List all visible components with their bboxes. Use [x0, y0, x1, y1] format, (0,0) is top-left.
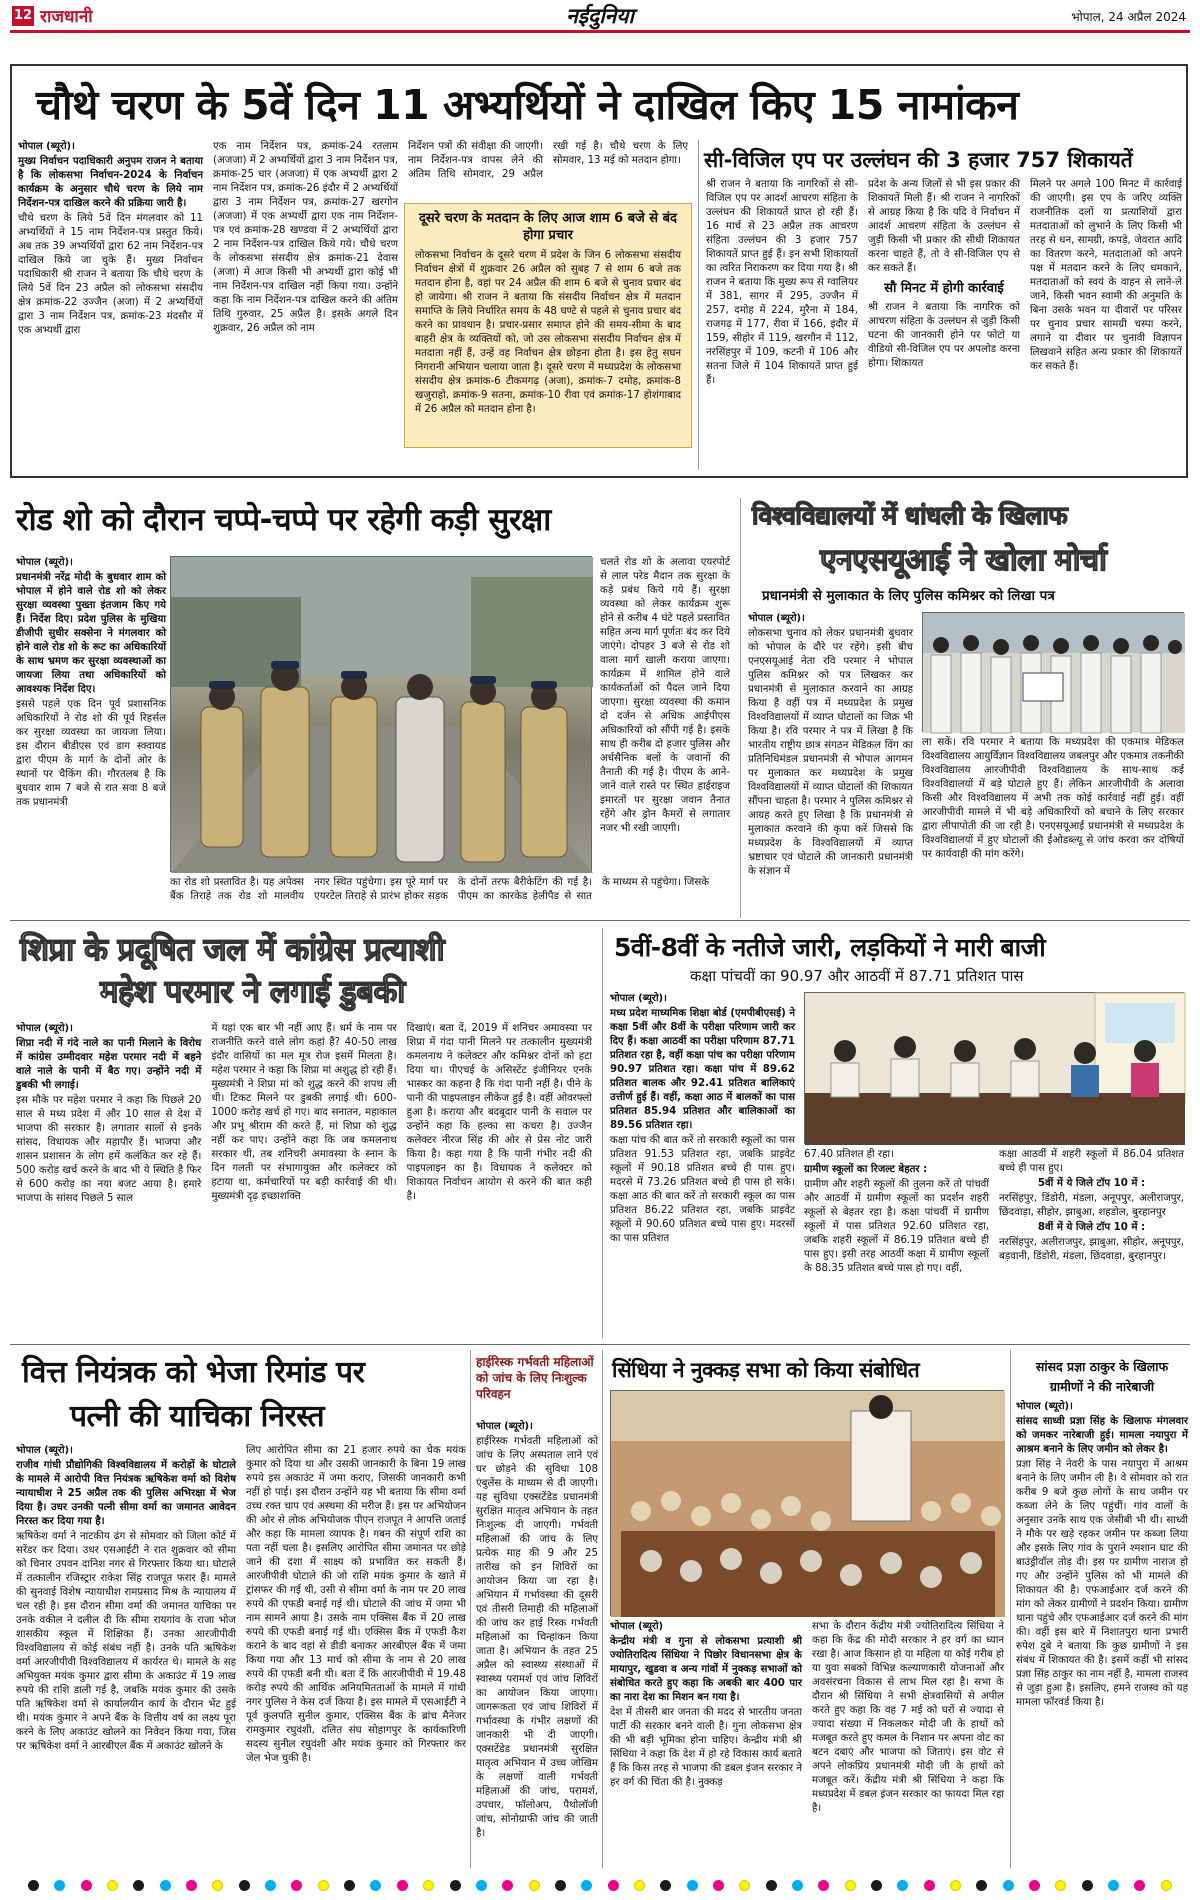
pragya-headline-2: ग्रामीणों ने की नारेबाजी: [1049, 1379, 1155, 1394]
story9-body-2: सभा के दौरान केंद्रीय मंत्री ज्योतिरादित्य सिंधिया ने कहा कि केंद्र की मोदी सरकार ने हर वर्ग का ध्यान रखा है। आज किसान हो या महिला या कोई गरीब हो या युवा सबको विभिन्न कल्याणकारी योजनाओं और अवसंरचना विकास से लाभ मिल रहा है। सभा के दौरान श्री सिंधिया ने सभी क्षेत्रवासियों से अपील करते हुए कहा कि वह 7 मई को घरों से ज्यादा से ज्यादा संख्या में निकलकर मोदी जी के हाथों को मजबूत करते हुए कमल के निशान पर अपना वोट का बटन दबाएं और भाजपा को जिताएं। इस वोट से अपने लोकप्रिय प्रधानमंत्री मोदी जी के हाथों को मजबूत करें। केंद्रीय मंत्री श्री सिंधिया ने कहा कि मध्यप्रदेश में डबल इंजन सरकार का फायदा मिल रहा है।: [812, 1621, 1004, 1814]
story10-column-1: [1016, 1400, 1188, 1868]
story6-body-2: 67.40 प्रतिशत ही रहा।: [804, 1149, 894, 1160]
registration-dot: [608, 1880, 619, 1891]
story6-column-2: [804, 1148, 989, 1338]
top8-title: 8वीं में ये जिले टॉप 10 में :: [1037, 1222, 1146, 1233]
registration-dot: [1055, 1880, 1066, 1891]
story3-body-1: इससे पहले एक दिन पूर्व प्रशासनिक अधिकारियों ने रोड शो की पूर्व रिहर्सल कर सुरक्षा व्यवस्था का जायजा लिया। इस दौरान बीडीएस एवं डाग स्क्वायड द्वारा पीएम के मार्ग के दोनों ओर के स्थानों पर चैकिंग की। गौरतलब है कि बुधवार शाम 7 बजे से रात सवा 8 बजे तक प्रधानमंत्री: [16, 699, 166, 808]
story-nomination-headline: चौथे चरण के 5वें दिन 11 अभ्यर्थियों ने दाखिल किए 15 नामांकन: [36, 81, 1019, 129]
registration-dot: [581, 1880, 592, 1891]
story3-column-1: [16, 556, 166, 916]
story7-body-1: ऋषिकेश वर्मा ने नाटकीय ढंग से सोमवार को जिला कोर्ट में सरेंडर कर दिया। उधर एसआईटी ने रात शुक्रवार को सीमा को चिनार उपवन दानिश नगर से गिरफ्तार किया था। घोटाले में तत्कालीन रजिस्ट्रार राकेश सिंह राजपूत फरार हैं। मामले की सुनवाई विशेष न्यायाधीश रामप्रसाद मिश्र के न्यायालय में चल रही है। इस दौरान सीमा वर्मा की जमानत याचिका पर उनके वकील ने दलील दी कि सीमा रायगांव के राजा भोज शासकीय स्कूल में शिक्षिका हैं। उनका आरजीपीवी विश्वविद्यालय से कोई संबंध नहीं है। उनके पति ऋषिकेश वर्मा आरजीपीवी विश्वविद्यालय में कार्यरत थे। मामले के सह अभियुक्त मयंक कुमार द्वारा सीमा के अकाउंट में 19 लाख रुपये की राशि डाली गई है, जबकि मयंक कुमार की उसके पति ऋषिकेश वर्मा से कार्यालयीन कार्य के दौरान भेंट हुई थी। मयंक कुमार ने अपने बैंक के वित्तीय वर्ष का लक्ष्य पूरा करने के लिए अकाउंट खोलने का निवेदन किया गया, जिस पर ऋषिकेश वर्मा ने आरबीएल बैंक में अकाउंट खोलने के: [16, 1531, 236, 1752]
registration-dot: [107, 1880, 118, 1891]
story1-body-2: एक नाम निर्देशन पत्र, क्रमांक-24 रतलाम (अजजा) में 2 अभ्यर्थियों द्वारा 3 नाम निर्देशन पत्र, क्रमांक-25 धार (अजजा) में एक अभ्यर्थी द्वारा 2 नाम निर्देशन पत्र, क्रमांक-26 इंदौर में 2 अभ्यर्थियों द्वारा 3 नाम निर्देशन पत्र, क्रमांक-27 खरगोन (अजजा) में एक अभ्यर्थी द्वारा एक नाम निर्देशन-पत्र एवं क्रमांक-28 खण्डवा में 2 अभ्यर्थियों द्वारा 2 नाम निर्देशन-पत्र दाखिल किये गये। चौथे चरण के लोकसभा संसदीय क्षेत्र क्रमांक-21 देवास (अजा) में आज किसी भी अभ्यर्थी द्वारा कोई भी नाम निर्देशन-पत्र दाखिल नहीं किया गया। उन्होंने कहा कि नाम निर्देशन-पत्र दाखिल करने की अंतिम तिथि गुरुवार, 25 अप्रैल है। इसके अगले दिन शुक्रवार, 26 अप्रैल को नाम: [213, 141, 398, 334]
shipra-headline-1: शिप्रा के प्रदूषित जल में कांग्रेस प्रत्याशी: [20, 932, 445, 968]
story1-lead: मुख्य निर्वाचन पदाधिकारी अनुपम राजन ने बताया है कि लोकसभा निर्वाचन-2024 के निर्वाचन कार्यक्रम के अनुसार चौथे चरण के लिये नाम निर्देशन-पत्र दाखिल करने की प्रक्रिया जारी है।: [18, 156, 203, 209]
results-headline: 5वीं-8वीं के नतीजे जारी, लड़कियों ने मारी बाजी: [614, 933, 1046, 962]
paper-name: नईदुनिया: [566, 3, 634, 28]
story7-lead: राजीव गांधी प्रौद्योगिकी विश्वविद्यालय में करोड़ों के घोटाले के मामले में आरोपी वित्त नियंत्रक ऋषिकेश वर्मा को विशेष न्यायाधीश ने 25 अप्रैल तक की पुलिस अभिरक्षा में भेज दिया है। उधर उनकी पत्नी सीमा वर्मा का जमानत आवेदन निरस्त कर दिया गया है।: [16, 1460, 236, 1527]
registration-dot: [766, 1880, 777, 1891]
registration-dot: [897, 1880, 908, 1891]
registration-dot: [739, 1880, 750, 1891]
story6-rural-subhead: ग्रामीण स्कूलों का रिजल्ट बेहतर :: [804, 1164, 928, 1175]
highrisk-headline: हाईरिस्क गर्भवती महिलाओं को जांच के लिए निःशुल्क परिवहन: [476, 1355, 594, 1401]
dateline: भोपाल (ब्यूरो)।: [18, 141, 75, 152]
registration-dot: [1134, 1880, 1145, 1891]
story9-column-1: [610, 1620, 802, 1868]
registration-dot: [370, 1880, 381, 1891]
story5-column-1: [16, 1022, 201, 1344]
story1-column-2: [213, 140, 398, 470]
story1-column-3: [408, 140, 688, 198]
registration-dot: [54, 1880, 65, 1891]
story6-body-3: ग्रामीण और शहरी स्कूलों की तुलना करें तो पांचवीं और आठवीं में ग्रामीण स्कूलों का प्रदर्शन शहरी स्कूलों से बेहतर रहा है। कक्षा पांचवीं में ग्रामीण स्कूलों में पास प्रतिशत 92.60 प्रतिशत रहा, जबकि शहरी स्कूलों में 86.19 प्रतिशत बच्चे ही पास हुए। इसी तरह आठवीं कक्षा में ग्रामीण स्कूलों के 88.35 प्रतिशत बच्चे पास हो गए। वहीं,: [804, 1179, 989, 1274]
nsui-headline-2: एनएसयूआई ने खोला मोर्चा: [820, 543, 1107, 578]
dateline: भोपाल (ब्यूरो)।: [16, 1445, 73, 1456]
divider: [698, 140, 699, 470]
registration-dot: [423, 1880, 434, 1891]
story9-lead: केन्द्रीय मंत्री व गुना से लोकसभा प्रत्याशी श्री ज्योतिरादित्य सिंधिया ने पिछोर विधानसभा क्षेत्र के मायापुर, खुडवा व अन्य गांवों में नुक्कड़ सभाओं को संबोधित करते हुए कहा कि अबकी बार 400 पार का नारा देश का मिशन बन गया है।: [610, 1636, 802, 1703]
results-photo: [804, 992, 1184, 1144]
story9-body-1: देश में तीसरी बार जनता की मदद से भारतीय जनता पार्टी की सरकार बनने वाली है। गुना लोकसभा क्षेत्र की भी बड़ी भूमिका होना चाहिए। केन्द्रीय मंत्री श्री सिंधिया ने कहा कि देश में हो रहे विकास कार्य बताते हैं कि किस तरह से भाजपा की डबल इंजन सरकार ने हर वर्ग की चिंता की है। नुक्कड़: [610, 1707, 802, 1788]
registration-dot: [212, 1880, 223, 1891]
registration-dot: [1082, 1880, 1093, 1891]
divider: [470, 1350, 471, 1868]
story1-body-1: चौथे चरण के लिये 5वें दिन मंगलवार को 11 अभ्यर्थियों ने 15 नाम निर्देशन-पत्र प्रस्तुत किये। अब तक 39 अभ्यर्थियों द्वारा 62 नाम निर्देशन-पत्र दाखिल किये जा चुके हैं। मुख्य निर्वाचन पदाधिकारी श्री राजन ने बताया कि चौथे चरण के लिये 5वें दिन 23 अप्रैल को लोकसभा संसदीय क्षेत्र क्रमांक-22 उज्जैन (अजा) में 2 अभ्यर्थियों द्वारा 3 नाम निर्देशन पत्र, क्रमांक-23 मंदसौर में एक अभ्यर्थी द्वारा: [18, 213, 203, 336]
registration-dot: [265, 1880, 276, 1891]
campaign-box-body: लोकसभा निर्वाचन के दूसरे चरण में प्रदेश के जिन 6 लोकसभा संसदीय निर्वाचन क्षेत्रों में शुक्रवार 26 अप्रैल को सुबह 7 से शाम 6 बजे तक मतदान होना है, वहां पर 24 अप्रैल की शाम 6 बजे से चुनाव प्रचार बंद हो जायेगा। श्री राजन ने बताया कि संसदीय निर्वाचन क्षेत्र में मतदान समाप्ति के लिये निर्धारित समय के 48 घण्टे से पहले से चुनाव प्रचार बंद करने का प्रावधान है। प्रचार-प्रसार समाप्त होने की समय-सीमा के बाद बाहरी क्षेत्र के व्यक्तियों को, जो उस लोकसभा संसदीय निर्वाचन क्षेत्र में मतदाता नहीं हैं, उन्हें वह निर्वाचन क्षेत्र छोड़ना होता है। इस हेतु सघन निगरानी अभियान चलाया जाता है। दूसरे चरण में मध्यप्रदेश के लोकसभा संसदीय क्षेत्र क्रमांक-6 टीकमगढ़ (अजा), क्रमांक-7 दमोह, क्रमांक-8 खजुराहो, क्रमांक-9 सतना, क्रमांक-10 रीवा एवं क्रमांक-17 होशंगाबाद में 26 अप्रैल को मतदान होना है।: [415, 250, 681, 415]
registration-dot: [555, 1880, 566, 1891]
story6-column-1: [610, 992, 795, 1338]
story6-column-3: [999, 1148, 1184, 1338]
story7-column-2: [246, 1444, 466, 1868]
cvigil-headline: सी-विजिल एप पर उल्लंघन की 3 हजार 757 शिकायतें: [704, 148, 1133, 172]
story5-body-1: इस मौके पर महेश परमार ने कहा कि पिछले 20 साल से मध्य प्रदेश में और 10 साल से देश में भाजपा की सरकार है। लगातार सालों से इनके सांसद, विधायक और महापौर हैं। भाजपा और शासन प्रशासन के लोग हमें कलंकित कर रहे हैं। 500 करोड़ खर्च करने के बाद भी ये स्थिति है फिर से 600 करोड़ का नया बजट आया है। हमारे भाजपा के सांसद पिछले 5 साल: [16, 1095, 202, 1204]
registration-dots: [0, 1880, 1200, 1894]
roadshow-photo: [170, 556, 592, 872]
dateline: भोपाल (ब्यूरो)।: [476, 1421, 533, 1432]
story10-body: प्रज्ञा सिंह ने नेवरी के पास नयापुरा में आश्रम बनाने के लिए जमीन ली है। वे सोमवार को रात करीब 9 बजे कुछ लोगों के साथ जमीन पर कब्जा लेने के लिए पहुंचीं। गांव वालों के अनुसार उनके साथ एक जेसीबी भी थी। साध्वी ने मौके पर खड़े रहकर जमीन पर कब्जा लिया और इसके लिए गांव के पुराने श्मशान घाट की बाउंड्रीवॉल तोड़ दी। इस पर ग्रामीण नाराज हो गए और उन्होंने पुलिस को भी मामले की शिकायत की है। एफआईआर दर्ज करने की मांग को लेकर ग्रामीणों ने प्रदर्शन किया। ग्रामीण थाना पहुंचे और एफआईआर दर्ज करने की मांग की। वहीं इस बारे में निशातपुरा थाना प्रभारी रुपेश दुबे ने बताया कि कुछ ग्रामीणों ने इस संबंध में शिकायत की है। इसमें कहीं भी सांसद प्रज्ञा सिंह ठाकुर का नाम नहीं है, मामला राजस्व से जुड़ा हुआ है। इसलिए, हमने राजस्व को यह मामला फॉरवर्ड किया है।: [1016, 1459, 1188, 1708]
dateline: भोपाल (ब्यूरो)।: [748, 613, 805, 624]
registration-dot: [160, 1880, 171, 1891]
scindia-photo-art: [611, 1391, 1005, 1617]
results-subhead: कक्षा पांचवीं का 90.97 और आठवीं में 87.71 प्रतिशत पास: [690, 967, 1024, 985]
divider: [10, 920, 1190, 921]
divider: [602, 1350, 603, 1868]
story2-body-2: प्रदेश के अन्य जिलों से भी इस प्रकार की शिकायतें मिली हैं। श्री राजन ने नागरिकों से आग्रह किया है कि यदि वे निर्वाचन में आदर्श आचरण संहिता के उल्लंघन से जुड़ी किसी भी प्रकार की सीधी शिकायत करना चाहते हैं, तो वे सी-विजिल एप से कर सकते हैं।: [868, 179, 1020, 274]
registration-dot: [924, 1880, 935, 1891]
registration-dot: [239, 1880, 250, 1891]
registration-dot: [713, 1880, 724, 1891]
registration-dot: [1029, 1880, 1040, 1891]
story6-lead: मध्य प्रदेश माध्यमिक शिक्षा बोर्ड (एमपीबीएसई) ने कक्षा 5वीं और 8वीं के परीक्षा परिणाम जारी कर दिए हैं। कक्षा आठवीं का परीक्षा परिणाम 87.71 प्रतिशत रहा है, वहीं कक्षा पांच का परीक्षा परिणाम 90.97 प्रतिशत रहा। कक्षा पांच में 89.62 प्रतिशत बालक और 92.41 प्रतिशत बालिकाएं उत्तीर्ण हुई हैं। वहीं, कक्षा आठ में बालकों का पास प्रतिशत 85.94 प्रतिशत और बालिकाओं का 89.56 प्रतिशत रहा।: [610, 1008, 795, 1131]
registration-dot: [687, 1880, 698, 1891]
registration-dot: [318, 1880, 329, 1891]
story1-column-1: [18, 140, 203, 470]
story3-column-3: [600, 556, 730, 916]
masthead: [0, 0, 1200, 30]
registration-dot: [1108, 1880, 1119, 1891]
registration-dot: [344, 1880, 355, 1891]
divider: [10, 1344, 1190, 1345]
nsui-photo-art: [923, 613, 1185, 733]
dateline: भोपाल (ब्यूरो): [610, 1621, 664, 1632]
remand-headline-2: पत्नी की याचिका निरस्त: [70, 1399, 325, 1434]
story4-column-1: [748, 612, 913, 917]
top5-title: 5वीं में ये जिले टॉप 10 में :: [1037, 1178, 1146, 1189]
registration-dot: [502, 1880, 513, 1891]
nsui-subhead: प्रधानमंत्री से मुलाकात के लिए पुलिस कमिश्नर को लिखा पत्र: [762, 588, 1055, 604]
story7-body-2: लिए आरोपित सीमा का 21 हजार रुपये का चेक मयंक कुमार को दिया था और उसकी जानकारी के बिना 19 लाख रुपये इस अकाउंट में जमा कराए, जिसकी जानकारी कभी नहीं हो पाई। इस दौरान उन्होंने यह भी बताया कि सीमा वर्मा उच्च रक्त चाप एवं अस्थमा की मरीज हैं। इस पर अभियोजन की ओर से लोक अभियोजक पीएन राजपूत ने आपत्ति जताई और कहा कि मामला व्यापक है। गबन की संपूर्ण राशि का पता नहीं चला है। इसलिए आरोपित सीमा जमानत पर छोड़े जाने की दशा में साक्ष्य को प्रभावित कर सकती हैं। आरजीपीवी घोटाले की जो राशि मयंक कुमार के खाते में ट्रांसफर की गई थी, उसी से सीमा वर्मा के नाम पर 20 लाख रुपये की एफडी बनाई गई थी। घोटाले की जांच में जमा भी नाम सामने आया है। उसके नाम एक्सिस बैंक में 20 लाख रुपये की एफडी बनाई गई थी। एक्सिस बैंक में एफडी कैश कराने के बाद वहां से डीडी बनाकर आरबीएल बैंक में जमा किया गया और 13 मार्च को सीमा के नाम से 20 लाख रुपये की एफडी बनी थी। बता दें कि आरजीपीवी में 19.48 करोड़ रुपये की आर्थिक अनियमितताओं के मामले में गांधी नगर पुलिस ने केस दर्ज किया है। इस मामले में एसआईटी ने पूर्व कुलपति सुनील कुमार, एक्सिस बैंक के ब्रांच मैनेजर रामकुमार रघुवंशी, दलित संघ सोहागपुर के कार्यकारिणी सदस्य सुनील रघुवंशी और मयंक कुमार को गिरफ्तार कर जेल भेज चुकी है।: [246, 1445, 466, 1764]
registration-dot: [634, 1880, 645, 1891]
shipra-headline-2: महेश परमार ने लगाई डुबकी: [100, 974, 405, 1010]
story2-body-4: मिलने पर अगले 100 मिनट में कार्रवाई की जाएगी। इस एप के जरिए व्यक्ति राजनीतिक दलों या प्रत्याशियों द्वारा मतदाताओं को लुभाने के लिए किसी भी तरह से धन, सामग्री, कपड़े, जेवरात आदि का वितरण करने, मतदाताओं को अपने पक्ष में मतदान करने के लिए धमकाने, मतदाताओं को स्वयं के वाहन से लाने-ले जाने, किसी भवन स्वामी की अनुमति के बिना उसके भवन या दीवारों पर परिसर पर चुनाव प्रचार सामग्री चस्पा करने, लगाने या दीवार पर चुनावी विज्ञापन लिखवाने सहित अन्य प्रकार की शिकायतें कर सकते हैं।: [1030, 179, 1182, 372]
registration-dot: [845, 1880, 856, 1891]
story8-column-1: [476, 1420, 598, 1868]
nsui-headline-1: विश्वविद्यालयों में धांधली के खिलाफ: [752, 501, 1068, 530]
divider: [602, 928, 603, 1338]
story2-body-1: श्री राजन ने बताया कि नागरिकों से सी-विजिल एप पर आदर्श आचरण संहिता के उल्लंघन की शिकायतें प्राप्त हो रही हैं। 16 मार्च से 23 अप्रैल तक आचरण संहिता उल्लंघन की 3 हजार 757 शिकायतें प्राप्त हुई हैं। इन सभी शिकायतों का त्वरित निराकरण कर दिया गया है। श्री राजन ने बताया कि मुख्य रूप से ग्वालियर में 381, सागर में 295, उज्जैन में 257, दमोह में 224, मुरैना में 184, राजगढ़ में 177, रीवा में 166, इंदौर में 159, सीहोर में 119, खरगौन में 112, नरसिंहपुर में 109, कटनी में 106 और सतना जिले में 104 शिकायतें प्राप्त हुई हैं।: [706, 179, 858, 386]
story5-body-3: दिखाएं। बता दें, 2019 में शनिचर अमावस्या पर शिप्रा में गंदा पानी मिलने पर तत्कालीन मुख्यमंत्री कमलनाथ ने कलेक्टर और कमिश्नर दोनों को हटा दिया था। पीएचई के असिस्टेंट इंजीनियर एनके भास्कर का कहना है कि गंदा पानी नहीं है। पीने के पानी की पाइपलाइन लीकेज हुई है। वहीं ओवरफ्लो हुआ है। कराया और बदबूदार पानी के सवाल पर उन्होंने कहा कि हल्का सा कचरा है। उज्जैन कलेक्टर नीरज सिंह की ओर से प्रेस नोट जारी किया है। कहा गया है कि पानी गंभीर नदी की पाइपलाइन का है। विधायक ने कलेक्टर को शिकायत निर्वाचन आयोग से करने की बात कही है।: [406, 1023, 592, 1202]
results-photo-art: [805, 993, 1185, 1145]
story3-body-2: का रोड शो प्रस्तावित है। यह अपेक्स बैंक तिराहे तक रोड शो मालवीय नगर स्थित पहुंचेगा। इस पूरे मार्ग पर एयरटेल तिराहे से प्रारंभ होकर सड़क के दोनों तरफ बैरीकेटिंग की गई है। पीएम का कारकेड हेलीपैड से सात के माध्यम से पहुंचेगा। जिसके: [170, 877, 710, 902]
remand-headline-1: वित्त नियंत्रक को भेजा रिमांड पर: [22, 1355, 365, 1390]
campaign-ends-box: [404, 203, 692, 448]
registration-dot: [1003, 1880, 1014, 1891]
story5-column-2: [211, 1022, 396, 1344]
roadshow-headline: रोड शो को दौरान चप्पे-चप्पे पर रहेगी कड़ी सुरक्षा: [16, 502, 551, 538]
registration-dot: [950, 1880, 961, 1891]
story2-column-3: [1030, 178, 1182, 470]
dateline: भोपाल (ब्यूरो)।: [1016, 1401, 1073, 1412]
registration-dot: [81, 1880, 92, 1891]
scindia-rally-photo: [610, 1390, 1004, 1616]
registration-dot: [133, 1880, 144, 1891]
story4-body-1: लोकसभा चुनाव को लेकर प्रधानमंत्री बुधवार को भोपाल के दौरे पर रहेंगे। इसी बीच एनएसयूआई नेता रवि परमार ने भोपाल पुलिस कमिश्नर को पत्र लिखकर कर प्रधानमंत्री से मुलाकात करवाने का आग्रह किया है वहीं पत्र में मध्यप्रदेश के प्रमुख विश्वविद्यालयों में व्याप्त घोटालों का जिक्र भी किया है। रवि परमार ने पत्र में लिखा है कि भारतीय राष्ट्रीय छात्र संगठन मेडिकल विंग का प्रतिनिधिमंडल प्रधानमंत्री से भोपाल आगमन पर मुलाकात कर मध्यप्रदेश के प्रमुख विश्वविद्यालयों में व्याप्त घोटालों की शिकायत सौंपना चाहता है। परमार ने पुलिस कमिश्नर से आग्रह करते हुए लिखा है कि प्रधानमंत्री से मुलाकात करवाने की कृपा करें जिससे कि मध्यप्रदेश के विश्वविद्यालयों में व्याप्त भ्रष्टाचार एवं घोटाले की जानकारी प्रधानमंत्री के संज्ञान में: [748, 628, 913, 877]
story2-body-3: श्री राजन ने बताया कि नागरिक को आचरण संहिता के उल्लंघन से जुड़ी किसी घटना की जानकारी होने पर फोटो या वीडियो सी-विजिल एप पर अपलोड करना होगा। शिकायत: [868, 302, 1020, 369]
registration-dot: [529, 1880, 540, 1891]
registration-dot: [291, 1880, 302, 1891]
divider: [740, 498, 741, 918]
story5-column-3: [407, 1022, 592, 1344]
registration-dot: [28, 1880, 39, 1891]
story9-column-2: [812, 1620, 1004, 1868]
pragya-headline-1: सांसद प्रज्ञा ठाकुर के खिलाफ: [1035, 1359, 1169, 1374]
registration-dot: [397, 1880, 408, 1891]
issue-date: भोपाल, 24 अप्रैल 2024: [1071, 10, 1186, 24]
registration-dot: [976, 1880, 987, 1891]
dateline: भोपाल (ब्यूरो)।: [16, 557, 73, 568]
story5-body-2: में यहां एक बार भी नहीं आए हैं। धर्म के नाम पर राजनीति करने वाले लोग कहां हैं? 40-50 लाख इंदौर वासियों का मल मूत्र रोज इसमें मिलता है। महेश परमार ने कहा कि शिप्रा मां अशुद्ध हो रही हैं। मुख्यमंत्री ने शिप्रा मां को शुद्ध करने की शपथ ली थी। टिकट मिलने पर डुबकी लगाई थी। 600-1000 करोड़ खर्च हो गए। बाद सनातन, महाकाल और प्रभु श्रीराम की करते हैं, मां शिप्रा को शुद्ध नहीं कर पाए। उन्होंने कहा कि जब कमलनाथ सरकार थी, तब शनिचरी अमावस्या के स्नान के दिन गलती पर संभागायुक्त और कलेक्टर को हटाया था, कर्मचारियों पर बड़ी कार्रवाई की थी। मुख्यमंत्री दृढ़ इच्छाशक्ति: [211, 1023, 397, 1202]
story4-column-2: [922, 736, 1184, 916]
scindia-headline: सिंधिया ने नुक्कड़ सभा को किया संबोधित: [612, 1358, 920, 1382]
registration-dot: [476, 1880, 487, 1891]
page-number: 12: [12, 6, 34, 26]
registration-dot: [186, 1880, 197, 1891]
roadshow-photo-art: [171, 557, 593, 873]
story5-lead: शिप्रा नदी में गंदे नाले का पानी मिलाने के विरोध में कांग्रेस उम्मीदवार महेश परमार नदी में बहने वाले नाले के पानी में बैठ गए। उन्होंने नदी में डुबकी भी लगाई।: [16, 1038, 202, 1091]
registration-dot: [660, 1880, 671, 1891]
masthead-rule: [10, 30, 1190, 33]
dateline: भोपाल (ब्यूरो)।: [610, 993, 667, 1004]
story8-body: हाईरिस्क गर्भवती महिलाओं को जांच के लिए अस्पताल लाने एवं घर छोड़ने की सुविधा 108 एंबुलेंस के माध्यम से दी जाएगी। यह सुविधा एक्सटेंडेड प्रधानमंत्री सुरक्षित मातृत्व अभियान के तहत निःशुल्क दी जाएगी। गर्भवती महिलाओं की जांच के लिए प्रत्येक माह की 9 और 25 तारीख को इन शिविरों का आयोजन किया जा रहा है। अभियान में गर्भावस्था की दूसरी एवं तीसरी तिमाही की महिलाओं की जांच कर हाई रिस्क गर्भवती महिलाओं का चिन्हांकन किया जाता है। अभियान के तहत 25 अप्रैल को स्वास्थ्य संस्थाओं में स्वास्थ्य परामर्श एवं जांच शिविरों का आयोजन किया जाएगा। जागरूकता एवं जांच शिविरों में गर्भावस्था के गंभीर लक्षणों की जानकारी भी दी जाएगी। एक्सटेंडेड प्रधानमंत्री सुरक्षित मातृत्व अभियान में उच्च जोखिम के लक्षणों वाली गर्भवती महिलाओं की जांच, परामर्श, उपचार, फॉलोअप, पैथोलॉजी जांच, सोनोग्राफी जांच की जाती है।: [476, 1436, 598, 1839]
story2-column-1: [706, 178, 858, 470]
story3-body-3: चलते रोड शो के अलावा एयरपोर्ट से लाल परेड मैदान तक सुरक्षा के कड़े प्रबंध किये गये हैं। सुरक्षा व्यवस्था को लेकर कार्यक्रम शुरू होने से करीब 4 घंटे पहले प्रस्तावित सहित अन्य मार्ग पूर्णतः बंद कर दिये जाएंगे। दोपहर 3 बजे से रोड शो वाला मार्ग खाली कराया जाएगा। कार्यक्रम में शामिल होने वाले कार्यकर्ताओं को पैदल जाने दिया जाएगा। सुरक्षा व्यवस्था की कमान दो दर्जन से अधिक आईपीएस अधिकारियों को सौंपी गई है। इसके साथ ही करीब दो हजार पुलिस और अर्धसैनिक बलों के जवानों की तैनाती की गई है। पीएम के आने-जाने वाले रास्ते पर स्थित हाईराइज इमारतों पर सुरक्षा जवान तैनात रहेंगे और ड्रोन कैमरों से लगातार नजर भी रखी जाएगी।: [600, 557, 730, 834]
story4-body-2: ला सकें। रवि परमार ने बताया कि मध्यप्रदेश की एकमात्र मेडिकल विश्वविद्यालय आयुर्विज्ञान विश्वविद्यालय जबलपुर और एकमात्र तकनीकी विश्वविद्यालय आरजीपीवी विश्वविद्यालय के साथ-साथ कई विश्वविद्यालयों में बड़े घोटाले हुए हैं। लेकिन आरजीपीवी के अलावा किसी और विश्वविद्यालय में अभी तक कोई कार्रवाई नहीं हुई। वहीं आरजीपीवी मामले में भी बड़े अधिकारियों को बचाने के लिए सरकार द्वारा लीपापोती की जा रही है। एनएसयूआई प्रधानमंत्री से मध्यप्रदेश के विश्वविद्यालयों में हुए घोटालों की ईओडब्ल्यू से जांच करवा कर दोषियों पर कार्यवाही की मांग करेंगे।: [922, 737, 1184, 860]
campaign-box-title: दूसरे चरण के मतदान के लिए आज शाम 6 बजे से बंद होगा प्रचार: [419, 211, 677, 243]
story6-body-1: कक्षा पांच की बात करें तो सरकारी स्कूलों का पास प्रतिशत 91.53 प्रतिशत रहा, जबकि प्राइवेट स्कूलों में 90.18 प्रतिशत बच्चे ही पास हुए। मदरसे में 73.26 प्रतिशत बच्चे ही पास हो सके। कक्षा आठ की बात करें तो सरकारी स्कूल का पास प्रतिशत 86.22 प्रतिशत रहा, जबकि प्राइवेट स्कूलों में 90.60 प्रतिशत बच्चे पास हुए। मदरसों का पास प्रतिशत: [610, 1135, 795, 1244]
registration-dot: [1161, 1880, 1172, 1891]
registration-dot: [450, 1880, 461, 1891]
section-title: राजधानी: [40, 7, 93, 27]
top5-districts: नरसिंहपुर, डिंडोरी, मंडला, अनूपपुर, अलीराजपुर, छिंदवाड़ा, सीहोर, झाबुआ, शहडोल, बुरहानपुर: [999, 1193, 1184, 1218]
story2-subhead: सौ मिनट में होगी कार्रवाई: [884, 281, 1004, 296]
top8-districts: नरसिंहपुर, अलीराजपुर, झाबुआ, सीहोर, अनूपपुर, बड़वानी, डिंडोरी, मंडला, छिंदवाड़ा, बुरहानपुर।: [999, 1237, 1184, 1262]
story6-body-4: कक्षा आठवीं में शहरी स्कूलों में 86.04 प्रतिशत बच्चे ही पास हुए।: [999, 1149, 1184, 1174]
registration-dot: [792, 1880, 803, 1891]
roadshow-photo-caption-text: [170, 876, 710, 916]
story10-lead: सांसद साध्वी प्रज्ञा सिंह के खिलाफ मंगलवार को जमकर नारेबाजी हुई। मामला नयापुरा में आश्रम बनाने के लिए जमीन को लेकर है।: [1016, 1416, 1188, 1455]
story3-lead: प्रधानमंत्री नरेंद्र मोदी के बुधवार शाम को भोपाल में होने वाले रोड शो को लेकर सुरक्षा व्यवस्था पुख्ता इंतजाम किए गये हैं। निर्देश दिए। प्रदेश पुलिस के मुखिया डीजीपी सुधीर सक्सेना ने मंगलवार को होने वाले रोड शो के रूट का अधिकारियों के साथ भ्रमण कर सुरक्षा व्यवस्थाओं का जायजा लिया तथा अधिकारियों को आवश्यक निर्देश दिए।: [16, 572, 166, 695]
nsui-group-photo: [922, 612, 1184, 732]
registration-dot: [818, 1880, 829, 1891]
registration-dot: [871, 1880, 882, 1891]
story2-column-2: [868, 178, 1020, 470]
dateline: भोपाल (ब्यूरो)।: [16, 1023, 73, 1034]
divider: [1010, 1350, 1011, 1868]
story7-column-1: [16, 1444, 236, 1868]
story1-body-3: निर्देशन पत्रों की संवीक्षा की जाएगी। नाम निर्देशन-पत्र वापस लेने की अंतिम तिथि सोमवार, 29 अप्रैल रखी गई है। चौथे चरण के लिए सोमवार, 13 मई को मतदान होगा।: [408, 141, 688, 180]
